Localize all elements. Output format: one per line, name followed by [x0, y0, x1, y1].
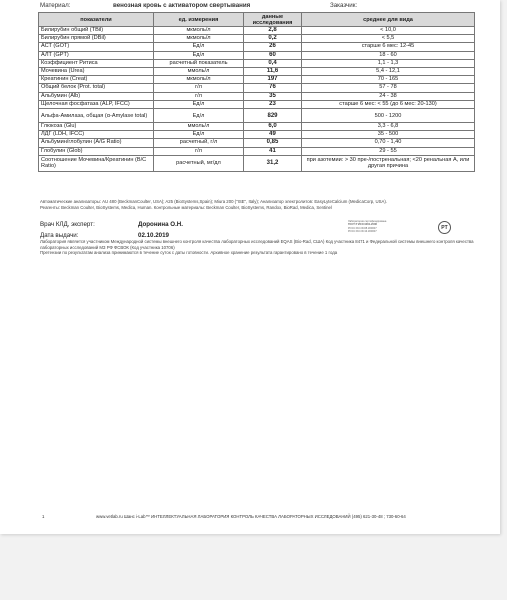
results-table — [38, 12, 475, 172]
reference-cell: 70 - 165 — [302, 76, 475, 84]
value-cell: 6,0 — [244, 123, 302, 131]
table-row — [39, 68, 475, 76]
test-name-cell: Билирубин прямой (DBil) — [39, 35, 154, 43]
material-value: венозная кровь с активатором свертывания — [113, 2, 251, 9]
customer-label: Заказчик: — [330, 2, 358, 9]
reference-cell: 3,3 - 6,8 — [302, 123, 475, 131]
stamp-line: РОСС RU.ИС08.К00007 — [348, 226, 377, 230]
table-row — [39, 139, 475, 147]
table-row — [39, 27, 475, 35]
test-name-cell: Альбумин (Alb) — [39, 92, 154, 100]
table-row — [39, 123, 475, 131]
value-cell: 23 — [244, 100, 302, 108]
unit-cell: расчетный, г/л — [154, 139, 244, 147]
stamp-line: ГОСТ Р ИСО 9001-2008 — [348, 223, 377, 227]
value-cell: 0,85 — [244, 139, 302, 147]
reference-cell: 18 - 60 — [302, 51, 475, 59]
badge-text: PT — [441, 225, 448, 231]
test-name-cell: Соотношение Мочевина/Креатинин (B/C Ratio) — [39, 155, 154, 171]
stamp-line: РОСС RU.ИС13.К00007 — [348, 229, 377, 233]
column-header: показатели — [39, 13, 154, 27]
footer-text: www.vetlab.ru Шанс i-Lab™ ИНТЕЛЛЕКТУАЛЬНАЯ ЛАБОРАТОРИЯ КОНТРОЛЬ КАЧЕСТВА ЛАБОРАТОРНЫХ ИССЛЕДОВАНИЙ (495) 621-30-48 ; 730-60-64 — [96, 514, 406, 519]
test-name-cell: Щелочная фосфатаза (ALP, IFCC) — [39, 100, 154, 108]
unit-cell: ммоль/л — [154, 123, 244, 131]
vet-name-wrap — [138, 221, 183, 228]
column-header: данные исследования — [244, 13, 302, 27]
unit-cell: расчетный показатель — [154, 59, 244, 67]
table-row — [39, 109, 475, 123]
reference-cell: 24 - 38 — [302, 92, 475, 100]
unit-cell: г/л — [154, 84, 244, 92]
reference-cell: 35 - 500 — [302, 131, 475, 139]
reference-cell: 500 - 1200 — [302, 109, 475, 123]
reference-cell: 57 - 78 — [302, 84, 475, 92]
date-label: Дата выдачи: — [40, 232, 79, 239]
notes — [40, 239, 480, 256]
test-name-cell: АЛТ (GPT) — [39, 51, 154, 59]
test-name-cell: Мочевина (Urea) — [39, 68, 154, 76]
certification-stamp — [348, 220, 386, 233]
stamp-line: Лаборатория сертифицирована — [348, 220, 387, 223]
value-cell: 2,8 — [244, 27, 302, 35]
test-name-cell: Глюкоза (Glu) — [39, 123, 154, 131]
test-name-cell: Альфа-Амилаза, общая (α-Amylase total) — [39, 109, 154, 123]
claims-note: Претензии по результатам анализа принимаются в течение суток с даты готовности. Архивное хранение результата гарантировано в течение 1 года — [40, 250, 338, 256]
value-cell: 76 — [244, 84, 302, 92]
reference-cell: 0,70 - 1,40 — [302, 139, 475, 147]
test-name-cell: Общий белок (Prot. total) — [39, 84, 154, 92]
unit-cell: мкмоль/л — [154, 76, 244, 84]
value-cell: 26 — [244, 43, 302, 51]
table-row — [39, 51, 475, 59]
vet-label: Врач КЛД, эксперт: — [40, 221, 95, 228]
test-name-cell: Коэффициент Ритиса — [39, 59, 154, 67]
material-value-wrap — [113, 2, 250, 9]
value-cell: 41 — [244, 147, 302, 155]
material-label: Материал: — [40, 2, 71, 9]
results-table-body — [39, 27, 475, 172]
table-row — [39, 43, 475, 51]
unit-cell: Ед/л — [154, 109, 244, 123]
unit-cell: Ед/л — [154, 131, 244, 139]
table-row — [39, 147, 475, 155]
table-row — [39, 131, 475, 139]
reference-cell: при азотемии: > 30 пре-/постренальная; <20 ренальная А, или другая причина — [302, 155, 475, 171]
reference-cell: 29 - 55 — [302, 147, 475, 155]
page-number: 1 — [42, 514, 45, 519]
reference-cell: старше 6 мес: < 55 (до 6 мес: 20-130) — [302, 100, 475, 108]
pt-certification-icon — [438, 221, 451, 234]
table-row — [39, 155, 475, 171]
unit-cell: Ед/л — [154, 100, 244, 108]
unit-cell: ммоль/л — [154, 68, 244, 76]
value-cell: 35 — [244, 92, 302, 100]
table-row — [39, 35, 475, 43]
test-name-cell: АСТ (GOT) — [39, 43, 154, 51]
reference-cell: 1,1 - 1,3 — [302, 59, 475, 67]
table-row — [39, 84, 475, 92]
unit-cell: Ед/л — [154, 43, 244, 51]
value-cell: 11,6 — [244, 68, 302, 76]
quality-control-note: Лаборатория является участником Международной системы внешнего контроля качества лабораторных исследований EQAS (Bio-Rad, США) Код участника 8471 и Федеральной системы внешнего контроля качества лабораторных исследований МЗ РФ ФСВОК (Код участника 10706) — [40, 239, 474, 250]
test-name-cell: Глобулин (Glob) — [39, 147, 154, 155]
unit-cell: мкмоль/л — [154, 35, 244, 43]
column-header: среднее для вида — [302, 13, 475, 27]
test-name-cell: Билирубин общий (TBil) — [39, 27, 154, 35]
table-row — [39, 59, 475, 67]
test-name-cell: Альбумин/глобулин (A/G Ratio) — [39, 139, 154, 147]
table-row — [39, 92, 475, 100]
unit-cell: г/л — [154, 147, 244, 155]
unit-cell: Ед/л — [154, 51, 244, 59]
value-cell: 829 — [244, 109, 302, 123]
reference-cell: < 10,0 — [302, 27, 475, 35]
date-value-wrap — [138, 232, 169, 239]
table-row — [39, 100, 475, 108]
unit-cell: г/л — [154, 92, 244, 100]
value-cell: 31,2 — [244, 155, 302, 171]
table-header-row — [39, 13, 475, 27]
reference-cell: 5,4 - 12,1 — [302, 68, 475, 76]
analyzers-line: Автоматические анализаторы: AU 480 (BeckmanCoulter, USA); A25 (BioSystems,Spain); Miura 200 ("ISE", Italy); Анализатор электролитов: EasyLyteCalcium (MedicaCorp, USA). — [40, 199, 387, 204]
column-header: ед. измерения — [154, 13, 244, 27]
vet-name: Доронина О.Н. — [138, 221, 183, 228]
unit-cell: мкмоль/л — [154, 27, 244, 35]
table-row — [39, 76, 475, 84]
value-cell: 60 — [244, 51, 302, 59]
material-row — [40, 2, 70, 9]
unit-cell: расчетный, мг/дл — [154, 155, 244, 171]
value-cell: 0,2 — [244, 35, 302, 43]
test-name-cell: ЛДГ (LDH, IFCC) — [39, 131, 154, 139]
reagents-line: Реагенты: Beckman Coulter, BioSystems, Medica, Human. Контрольные материалы: Beckman Coulter, BioSystems, Randox, BioRad, Medica, Sentinel — [40, 205, 332, 210]
value-cell: 197 — [244, 76, 302, 84]
test-name-cell: Креатинин (Creat) — [39, 76, 154, 84]
customer-row — [330, 2, 357, 9]
reference-cell: < 5,5 — [302, 35, 475, 43]
reference-cell: старше 6 мес: 12-45 — [302, 43, 475, 51]
analyzers-info — [40, 199, 480, 211]
value-cell: 0,4 — [244, 59, 302, 67]
date-value: 02.10.2019 — [138, 232, 169, 239]
value-cell: 49 — [244, 131, 302, 139]
